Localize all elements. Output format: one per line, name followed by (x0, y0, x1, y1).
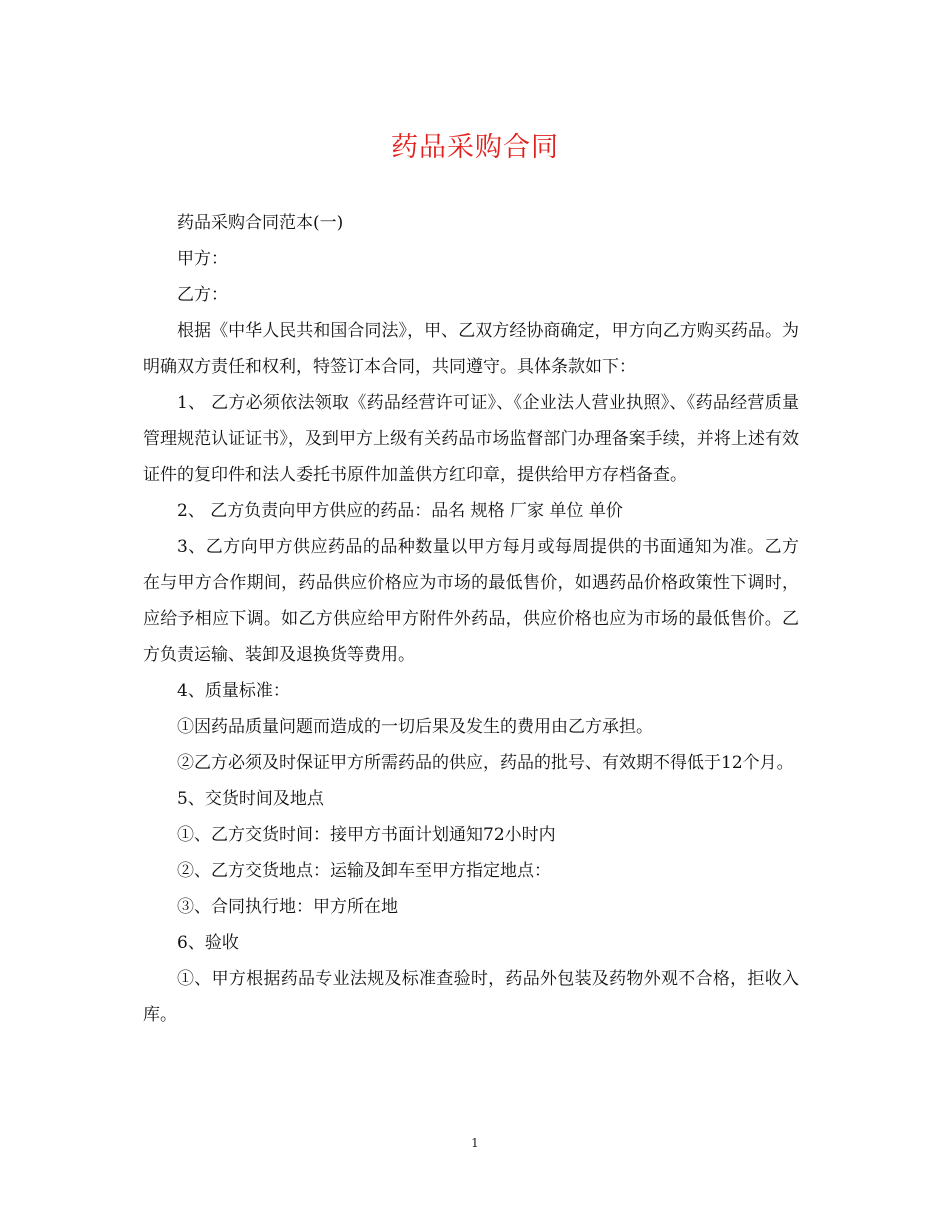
paragraph-subtitle: 药品采购合同范本(一) (177, 213, 344, 233)
document-body (143, 205, 799, 1033)
paragraph-clause-5: 5、交货时间及地点 (177, 789, 324, 809)
paragraph-clause-4-item-2: ②乙方必须及时保证甲方所需药品的供应，药品的批号、有效期不得低于12个月。 (177, 753, 794, 773)
document-title: 药品采购合同 (391, 132, 559, 163)
paragraph-clause-1: 1、 乙方必须依法领取《药品经营许可证》、《企业法人营业执照》、《药品经营质量管理规范认证证书》，及到甲方上级有关药品市场监督部门办理备案手续，并将上述有效证件的复印件和法人委托书原件加盖供方红印章，提供给甲方存档备查。 (143, 393, 799, 485)
paragraph-clause-4-item-1: ①因药品质量问题而造成的一切后果及发生的费用由乙方承担。 (177, 717, 653, 737)
paragraph-clause-3: 3、乙方向甲方供应药品的品种数量以甲方每月或每周提供的书面通知为准。乙方在与甲方合作期间，药品供应价格应为市场的最低售价，如遇药品价格政策性下调时，应给予相应下调。如乙方供应给甲方附件外药品，供应价格也应为市场的最低售价。乙方负责运输、装卸及退换货等费用。 (143, 537, 799, 665)
paragraph-clause-5-item-3: ③、合同执行地：甲方所在地 (177, 897, 398, 917)
paragraph-clause-6: 6、验收 (177, 933, 239, 953)
paragraph-clause-5-item-1: ①、乙方交货时间：接甲方书面计划通知72小时内 (177, 825, 556, 845)
paragraph-clause-4: 4、质量标准： (177, 681, 290, 701)
paragraph-party-b: 乙方： (177, 285, 228, 305)
paragraph-clause-2: 2、 乙方负责向甲方供应的药品：品名 规格 厂家 单位 单价 (177, 501, 623, 521)
paragraph-clause-5-item-2: ②、乙方交货地点：运输及卸车至甲方指定地点： (177, 861, 551, 881)
paragraph-preamble: 根据《中华人民共和国合同法》，甲、乙双方经协商确定，甲方向乙方购买药品。为明确双方责任和权利，特签订本合同，共同遵守。具体条款如下： (143, 321, 799, 377)
paragraph-party-a: 甲方： (177, 249, 228, 269)
paragraph-clause-6-item-1: ①、甲方根据药品专业法规及标准查验时，药品外包装及药物外观不合格，拒收入库。 (143, 969, 799, 1025)
page-number: 1 (471, 1136, 479, 1150)
